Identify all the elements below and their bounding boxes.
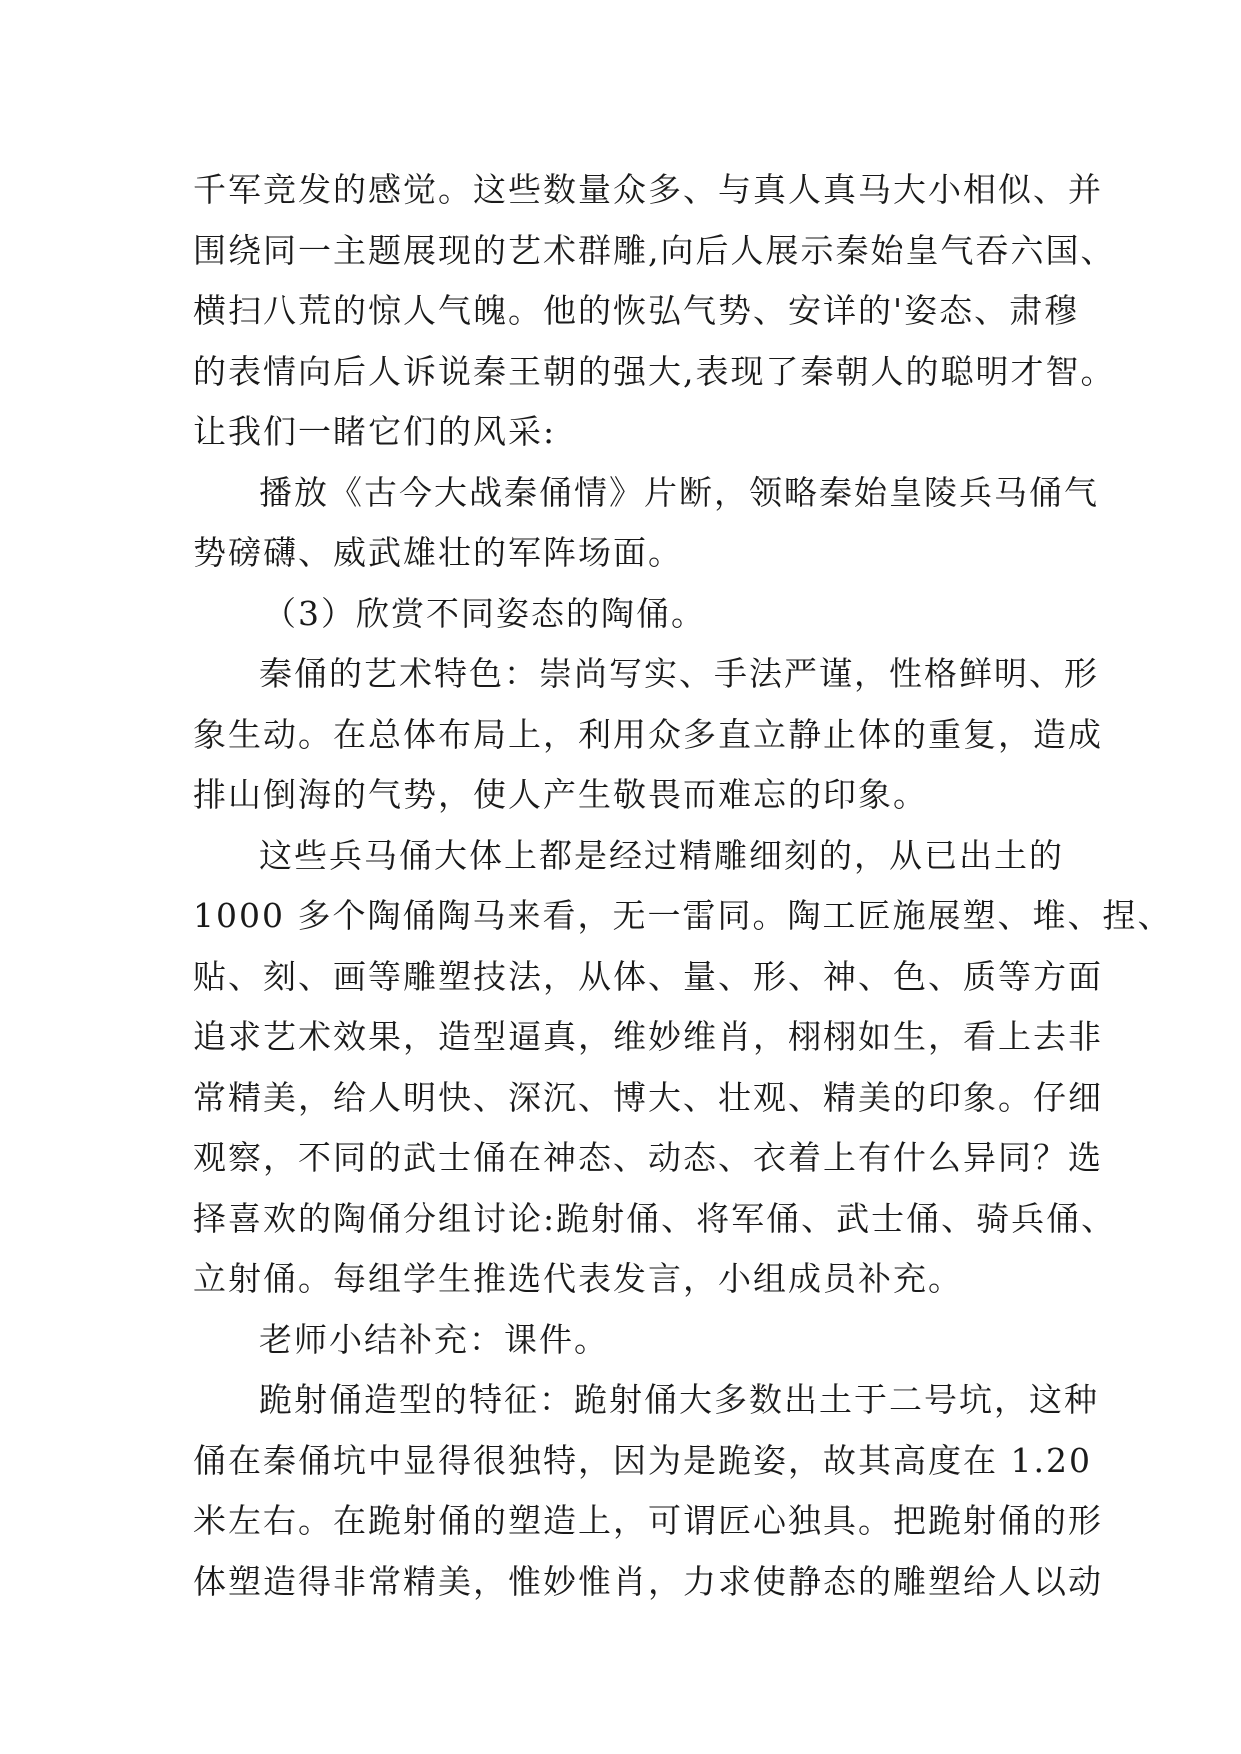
text-line: 择喜欢的陶俑分组讨论:跪射俑、将军俑、武士俑、骑兵俑、 bbox=[193, 1198, 1117, 1238]
text-line: 俑在秦俑坑中显得很独特，因为是跪姿，故其高度在 1.20 bbox=[193, 1440, 1092, 1480]
text-line: 千军竞发的感觉。这些数量众多、与真人真马大小相似、并 bbox=[193, 170, 1103, 209]
text-line: 体塑造得非常精美，惟妙惟肖，力求使静态的雕塑给人以动 bbox=[193, 1561, 1103, 1601]
paragraph-first-line: 跪射俑造型的特征：跪射俑大多数出土于二号坑，这种 bbox=[259, 1380, 1099, 1419]
section-heading: （3）欣赏不同姿态的陶俑。 bbox=[263, 593, 706, 633]
paragraph-first-line: 播放《古今大战秦俑情》片断，领略秦始皇陵兵马俑气 bbox=[259, 472, 1099, 512]
text-line: 观察，不同的武士俑在神态、动态、衣着上有什么异同？选 bbox=[193, 1138, 1103, 1177]
paragraph-first-line: 这些兵马俑大体上都是经过精雕细刻的，从已出土的 bbox=[259, 835, 1064, 875]
text-line: 让我们一睹它们的风采: bbox=[193, 412, 557, 451]
text-line: 势磅礴、威武雄壮的军阵场面。 bbox=[193, 533, 683, 572]
text-line: 常精美，给人明快、深沉、博大、壮观、精美的印象。仔细 bbox=[193, 1077, 1103, 1117]
text-line: 1000 多个陶俑陶马来看，无一雷同。陶工匠施展塑、堆、捏、 bbox=[193, 896, 1173, 935]
text-line: 横扫八荒的惊人气魄。他的恢弘气势、安详的'姿态、肃穆 bbox=[193, 291, 1080, 330]
text-line: 追求艺术效果，造型逼真，维妙维肖，栩栩如生，看上去非 bbox=[193, 1017, 1103, 1056]
text-line: 贴、刻、画等雕塑技法，从体、量、形、神、色、质等方面 bbox=[193, 956, 1103, 996]
paragraph-first-line: 老师小结补充：课件。 bbox=[259, 1319, 609, 1359]
paragraph-first-line: 秦俑的艺术特色：崇尚写实、手法严谨，性格鲜明、形 bbox=[259, 654, 1099, 693]
text-line: 的表情向后人诉说秦王朝的强大,表现了秦朝人的聪明才智。 bbox=[193, 351, 1116, 391]
text-line: 米左右。在跪射俑的塑造上，可谓匠心独具。把跪射俑的形 bbox=[193, 1501, 1103, 1540]
text-line: 围绕同一主题展现的艺术群雕,向后人展示秦始皇气吞六国、 bbox=[193, 230, 1116, 270]
text-line: 象生动。在总体布局上，利用众多直立静止体的重复，造成 bbox=[193, 714, 1103, 754]
text-line: 排山倒海的气势，使人产生敬畏而难忘的印象。 bbox=[193, 775, 928, 814]
text-line: 立射俑。每组学生推选代表发言，小组成员补充。 bbox=[193, 1259, 963, 1298]
body-text bbox=[193, 160, 1173, 1612]
